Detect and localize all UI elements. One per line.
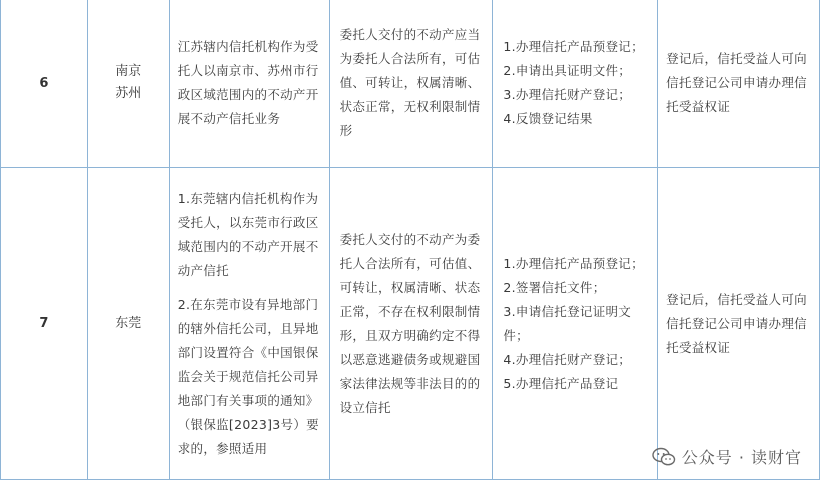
- rights-text: 登记后，信托受益人可向信托登记公司申请办理信托受益权证: [666, 291, 807, 355]
- row-number: 6: [1, 0, 88, 168]
- condition-text: 委托人交付的不动产为委托人合法所有，可估值、可转让，权属清晰、状态正常，不存在权利限制情形，且双方明确约定不得以恶意逃避债务或规避国家法律法规等非法目的的设立信托: [339, 231, 481, 415]
- watermark: [652, 445, 802, 468]
- condition-text: 委托人交付的不动产应当为委托人合法所有，可估值、可转让，权属清晰、状态正常，无权利限制情形: [339, 27, 481, 138]
- city-name: 南京: [115, 64, 142, 79]
- rights-cell: [658, 0, 820, 168]
- scope-text: 1.东莞辖内信托机构作为受托人，以东莞市行政区域范围内的不动产开展不动产信托: [177, 190, 319, 278]
- row-number: 7: [1, 168, 88, 480]
- wechat-icon: [652, 447, 676, 467]
- step-item: 5.办理信托产品登记: [503, 375, 619, 391]
- step-item: 4.办理信托财产登记；: [503, 351, 632, 367]
- rights-cell: [658, 168, 820, 480]
- city-name: 苏州: [115, 86, 142, 101]
- scope-text: 江苏辖内信托机构作为受托人以南京市、苏州市行政区域范围内的不动产开展不动产信托业务: [177, 39, 319, 126]
- step-item: 3.办理信托财产登记；: [503, 87, 632, 102]
- step-item: 2.签署信托文件；: [503, 279, 606, 295]
- steps-cell: [493, 0, 658, 168]
- city-cell: [87, 168, 169, 480]
- step-item: 4.反馈登记结果: [503, 111, 593, 126]
- step-item: 1.办理信托产品预登记；: [503, 255, 644, 271]
- steps-cell: [493, 168, 658, 480]
- rights-text: 登记后，信托受益人可向信托登记公司申请办理信托受益权证: [666, 51, 807, 114]
- condition-cell: [329, 0, 493, 168]
- city-name: 东莞: [115, 315, 142, 331]
- step-item: 2.申请出具证明文件；: [503, 63, 632, 78]
- table-row: [1, 0, 820, 168]
- scope-text: 2.在东莞市设有异地部门的辖外信托公司，且异地部门设置符合《中国银保监会关于规范信托公司异地部门有关事项的通知》（银保监[2023]3号）要求的，参照适用: [177, 296, 319, 456]
- scope-cell: [169, 168, 329, 480]
- condition-cell: [329, 168, 493, 480]
- table-row: [1, 168, 820, 480]
- scope-cell: [169, 0, 329, 168]
- watermark-text: 公众号 · 读财官: [681, 448, 802, 467]
- step-item: 1.办理信托产品预登记；: [503, 39, 644, 54]
- step-item: 3.申请信托登记证明文件；: [503, 303, 632, 343]
- city-cell: [87, 0, 169, 168]
